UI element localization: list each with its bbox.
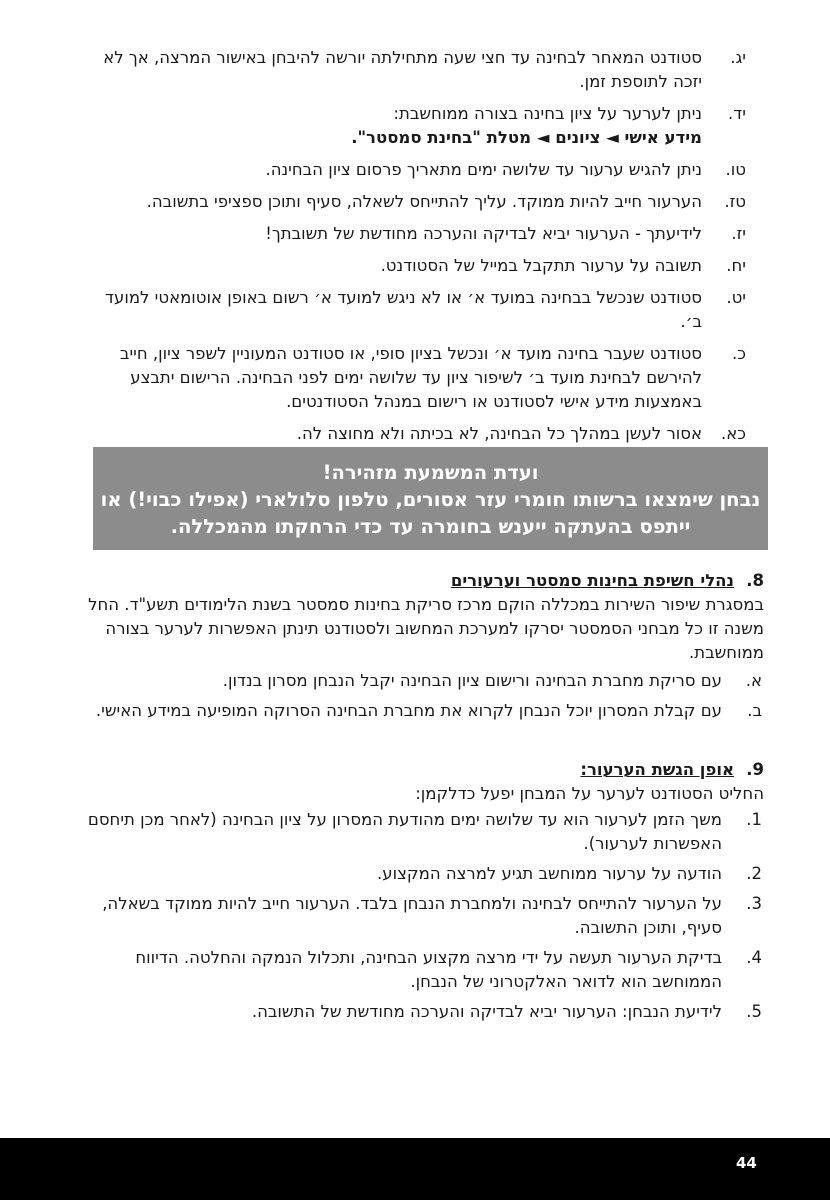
section-title: אופן הגשת הערעור: <box>580 760 734 779</box>
rule-item <box>86 286 746 334</box>
list-item <box>62 946 762 994</box>
section-9-heading <box>580 758 764 782</box>
rule-text: סטודנט שנכשל בבחינה במועד א׳ או לא ניגש למועד א׳ רשום באופן אוטומאטי למועד ב׳. <box>105 288 702 331</box>
item-letter: ב. <box>747 701 762 720</box>
rule-item <box>86 158 746 182</box>
list-item <box>62 699 762 723</box>
item-text: בדיקת הערעור תעשה על ידי מרצה מקצוע הבחינה, ותכלול הנמקה והחלטה. הדיווח הממוחשב הוא לדואר האלקטרוני של הנבחן. <box>135 948 722 991</box>
page-number: 44 <box>736 1154 757 1172</box>
rule-text: אסור לעשן במהלך כל הבחינה, לא בכיתה ולא מחוצה לה. <box>296 424 702 443</box>
section-number: 9. <box>746 760 764 779</box>
item-text: עם סריקת מחברת הבחינה ורישום ציון הבחינה יקבל הנבחן מסרון בנדון. <box>222 671 722 690</box>
list-item <box>62 862 762 886</box>
warning-title: ועדת המשמעת מזהירה! <box>322 461 539 484</box>
rule-text: לידיעתך - הערעור יביא לבדיקה והערכה מחודשת של תשובתך! <box>265 224 702 243</box>
list-item <box>62 1000 762 1024</box>
item-text: על הערעור להתייחס לבחינה ולמחברת הנבחן בלבד. הערעור חייב להיות ממוקד בשאלה, סעיף, ותוכן התשובה. <box>102 894 722 937</box>
rule-number: יח. <box>726 256 746 275</box>
item-number: 4. <box>746 948 762 967</box>
section-8-intro: במסגרת שיפור השירות במכללה הוקם מרכז סריקת בחינות סמסטר בשנת הלימודים תשע"ד. החל משנה זו כל מבחני הסמסטר יסרקו למערכת המחשוב ולסטודנט תינתן האפשרות לערער בצורה ממוחשבת. <box>88 595 764 662</box>
section-8-heading <box>451 569 764 593</box>
rule-number: יט. <box>726 288 746 307</box>
navigation-path: מידע אישי ◄ ציונים ◄ מטלת "בחינת סמסטר". <box>351 128 702 147</box>
disciplinary-warning-box <box>93 447 768 550</box>
rule-item <box>86 222 746 246</box>
exam-rules-list <box>86 46 746 454</box>
item-number: 5. <box>746 1002 762 1021</box>
warning-body: נבחן שימצאו ברשותו חומרי עזר אסורים, טלפון סלולארי (אפילו כבוי!) או ייתפס בהעתקה ייענש בחומרה עד כדי הרחקתו מהמכללה. <box>100 488 761 538</box>
list-item <box>62 669 762 693</box>
rule-item <box>86 254 746 278</box>
item-letter: א. <box>745 671 762 690</box>
section-8-list <box>62 669 762 729</box>
item-number: 1. <box>746 810 762 829</box>
rule-item <box>86 102 746 150</box>
rule-text: סטודנט שעבר בחינה מועד א׳ ונכשל בציון סופי, או סטודנט המעוניין לשפר ציון, חייב להירשם לבחינת מועד ב׳ לשיפור ציון עד שלושה ימים לפני הבחינה. הרישום יתבצע באמצעות מידע אישי לסטודנט או רישום במנהל הסטודנטים. <box>119 344 702 411</box>
rule-text: סטודנט המאחר לבחינה עד חצי שעה מתחילתה יורשה להיבחן באישור המרצה, אך לא יזכה לתוספת זמן. <box>103 48 702 91</box>
item-number: 2. <box>746 864 762 883</box>
rule-number: כ. <box>732 344 746 363</box>
list-item <box>62 892 762 940</box>
item-text: הודעה על ערעור ממוחשב תגיע למרצה המקצוע. <box>377 864 722 883</box>
rule-item <box>86 422 746 446</box>
section-9-intro: החליט הסטודנט לערער על המבחן יפעל כדלקמן: <box>415 784 764 803</box>
page-footer-bar <box>0 1138 830 1200</box>
rule-number: טז. <box>724 192 746 211</box>
rule-number: יג. <box>730 48 746 67</box>
rule-item <box>86 190 746 214</box>
item-number: 3. <box>746 894 762 913</box>
item-text: עם קבלת המסרון יוכל הנבחן לקרוא את מחברת הבחינה הסרוקה המופיעה במידע האישי. <box>95 701 722 720</box>
item-text: משך הזמן לערעור הוא עד שלושה ימים מהודעת המסרון על ציון הבחינה (לאחר מכן תיחסם האפשרות לערעור). <box>87 810 722 853</box>
rule-text: הערעור חייב להיות ממוקד. עליך להתייחס לשאלה, סעיף ותוכן ספציפי בתשובה. <box>146 192 702 211</box>
rule-text: תשובה על ערעור תתקבל במייל של הסטודנט. <box>380 256 702 275</box>
rule-item <box>86 342 746 414</box>
rule-number: כא. <box>721 424 746 443</box>
rule-item <box>86 46 746 94</box>
rule-number: יז. <box>731 224 746 243</box>
item-text: לידיעת הנבחן: הערעור יביא לבדיקה והערכה מחודשת של התשובה. <box>251 1002 722 1021</box>
section-number: 8. <box>746 571 764 590</box>
rule-number: טו. <box>725 160 746 179</box>
list-item <box>62 808 762 856</box>
rule-text: ניתן להגיש ערעור עד שלושה ימים מתאריך פרסום ציון הבחינה. <box>265 160 702 179</box>
section-title: נהלי חשיפת בחינות סמסטר וערעורים <box>450 571 734 590</box>
rule-text: ניתן לערער על ציון בחינה בצורה ממוחשבת: <box>393 104 702 123</box>
rule-number: יד. <box>728 104 746 123</box>
section-9-list <box>62 808 762 1030</box>
